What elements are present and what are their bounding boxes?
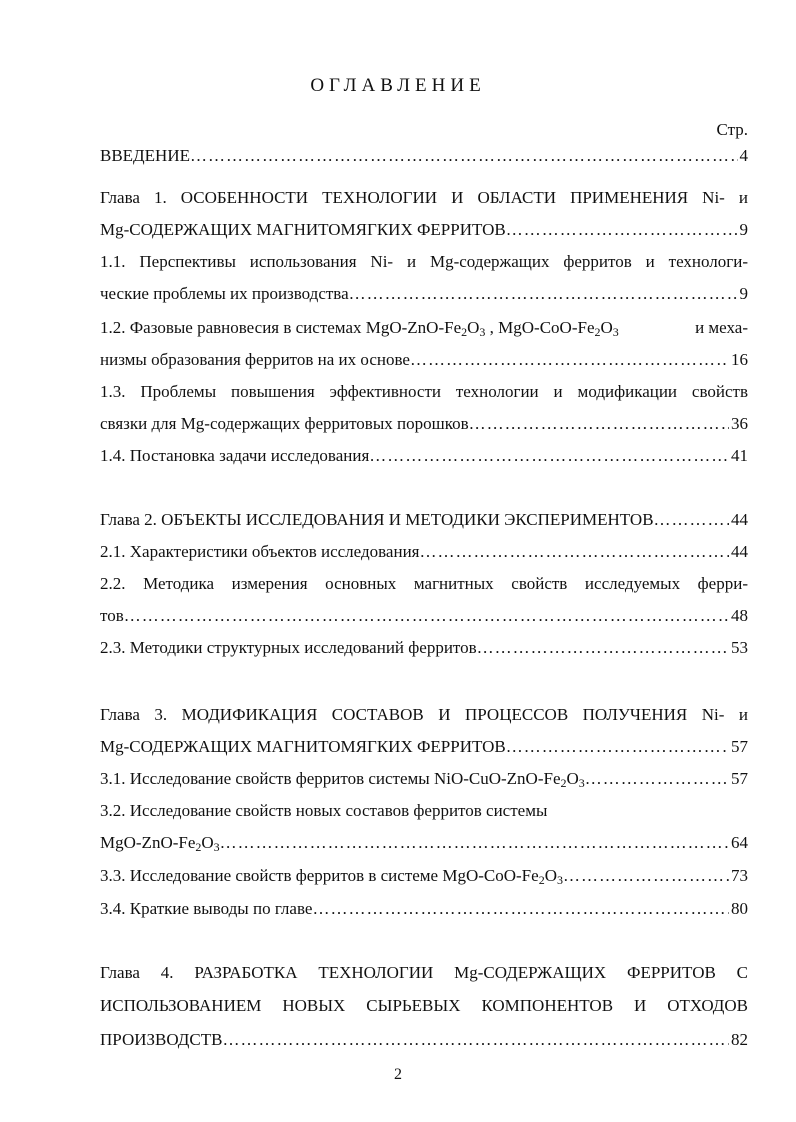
dot-leader [420, 542, 730, 562]
toc-entry-chapter-4-line2[interactable] [100, 996, 748, 1016]
dot-leader [506, 737, 729, 757]
toc-entry-3-2[interactable] [100, 801, 748, 821]
subscript: 2 [560, 776, 567, 790]
toc-entry-text: ВВЕДЕНИЕ [100, 146, 190, 165]
subscript: 2 [538, 873, 545, 887]
toc-page-number: 44 [731, 542, 748, 561]
toc-entry-text: 1.2. Фазовые равновесия в системах MgO-ZnO-Fe [100, 318, 462, 337]
toc-page-number: 64 [731, 833, 748, 852]
toc-entry-intro[interactable] [100, 146, 748, 166]
page-title: ОГЛАВЛЕНИЕ [310, 75, 486, 96]
toc-entry-3-4[interactable] [100, 899, 748, 919]
toc-page-number: 16 [731, 350, 748, 369]
toc-page-number: 57 [731, 769, 748, 788]
toc-entry-text: ческие проблемы их производства [100, 284, 349, 303]
page-number: 2 [394, 1066, 402, 1083]
subscript: 2 [195, 840, 202, 854]
toc-page-number: 80 [731, 899, 748, 918]
toc-page-number: 82 [731, 1030, 748, 1049]
subscript: 3 [556, 873, 563, 887]
toc-page-number: 36 [731, 414, 748, 433]
toc-entry-text: O [544, 866, 557, 885]
toc-page-number: 9 [739, 284, 748, 303]
toc-page-number: 57 [731, 737, 748, 756]
toc-entry-1-3-cont[interactable] [100, 414, 748, 434]
toc-entry-text: 1.3. Проблемы повышения эффективности технологии и модификации свойств [100, 382, 748, 401]
toc-entry-text: ПРОИЗВОДСТВ [100, 1030, 223, 1049]
toc-entry-text: 3.2. Исследование свойств новых составов ферритов системы [100, 801, 548, 820]
toc-entry-3-2-cont[interactable] [100, 833, 748, 857]
toc-entry-3-3[interactable] [100, 866, 748, 890]
dot-leader [190, 146, 738, 166]
toc-entry-1-4[interactable] [100, 446, 748, 466]
dot-leader [477, 638, 729, 658]
toc-entry-text: Глава 4. РАЗРАБОТКА ТЕХНОЛОГИИ Mg-СОДЕРЖАЩИХ ФЕРРИТОВ С [100, 963, 748, 982]
toc-entry-chapter-3[interactable] [100, 705, 748, 725]
dot-leader [410, 350, 729, 370]
toc-entry-text: O [600, 318, 613, 337]
subscript: 3 [479, 325, 486, 339]
toc-entry-1-3[interactable] [100, 382, 748, 402]
subscript: 2 [594, 325, 601, 339]
toc-entry-chapter-2[interactable] [100, 510, 748, 530]
toc-entry-text: связки для Mg-содержащих ферритовых порошков [100, 414, 469, 433]
toc-page-number: 9 [739, 220, 748, 239]
toc-entry-1-1-cont[interactable] [100, 284, 748, 304]
dot-leader [349, 284, 738, 304]
toc-entry-chapter-4[interactable] [100, 963, 748, 983]
dot-leader [220, 833, 729, 853]
dot-leader [585, 769, 729, 789]
toc-entry-text: Mg-СОДЕРЖАЩИХ МАГНИТОМЯГКИХ ФЕРРИТОВ [100, 737, 506, 756]
toc-entry-2-3[interactable] [100, 638, 748, 658]
dot-leader [469, 414, 729, 434]
toc-entry-text: MgO-ZnO-Fe [100, 833, 196, 852]
toc-entry-text: O [467, 318, 480, 337]
toc-entry-text: Mg-СОДЕРЖАЩИХ МАГНИТОМЯГКИХ ФЕРРИТОВ [100, 220, 506, 239]
toc-entry-text: 1.1. Перспективы использования Ni- и Mg-содержащих ферритов и технологи- [100, 252, 748, 271]
subscript: 2 [461, 325, 468, 339]
page-column-label: Стр. [716, 120, 748, 139]
toc-entry-text: Глава 3. МОДИФИКАЦИЯ СОСТАВОВ И ПРОЦЕССОВ ПОЛУЧЕНИЯ Ni- и [100, 705, 748, 724]
toc-page-number: 73 [731, 866, 748, 885]
toc-entry-chapter-1[interactable] [100, 188, 748, 208]
toc-page-number: 4 [739, 146, 748, 165]
dot-leader [222, 1030, 729, 1050]
dot-leader [124, 606, 729, 626]
toc-entry-text: 2.3. Методики структурных исследований ферритов [100, 638, 477, 657]
toc-entry-3-1[interactable] [100, 769, 748, 793]
toc-entry-text: и меха- [695, 318, 748, 337]
toc-entry-text: 2.1. Характеристики объектов исследования [100, 542, 420, 561]
toc-entry-text: 1.4. Постановка задачи исследования [100, 446, 370, 465]
toc-entry-text: ИСПОЛЬЗОВАНИЕМ НОВЫХ СЫРЬЕВЫХ КОМПОНЕНТОВ И ОТХОДОВ [100, 996, 748, 1015]
toc-page-number: 44 [731, 510, 748, 529]
toc-entry-2-1[interactable] [100, 542, 748, 562]
toc-entry-text: 3.1. Исследование свойств ферритов системы NiO-CuO-ZnO-Fe [100, 769, 561, 788]
dot-leader [563, 866, 729, 886]
toc-entry-text: тов [100, 606, 124, 625]
toc-entry-2-2[interactable] [100, 574, 748, 594]
toc-entry-1-2[interactable] [100, 318, 748, 342]
toc-entry-chapter-3-cont[interactable] [100, 737, 748, 757]
toc-page-number: 41 [731, 446, 748, 465]
toc-entry-1-1[interactable] [100, 252, 748, 272]
toc-entry-text: Глава 2. ОБЪЕКТЫ ИССЛЕДОВАНИЯ И МЕТОДИКИ ЭКСПЕРИМЕНТОВ [100, 510, 654, 529]
dot-leader [654, 510, 729, 530]
dot-leader [369, 446, 729, 466]
toc-page-number: 53 [731, 638, 748, 657]
toc-entry-text: 3.3. Исследование свойств ферритов в системе MgO-CoO-Fe [100, 866, 539, 885]
dot-leader [506, 220, 738, 240]
toc-entry-text: O [201, 833, 214, 852]
toc-entry-text: 3.4. Краткие выводы по главе [100, 899, 313, 918]
toc-entry-text: O [566, 769, 579, 788]
toc-entry-text: 2.2. Методика измерения основных магнитных свойств исследуемых ферри- [100, 574, 748, 593]
toc-page-number: 48 [731, 606, 748, 625]
subscript: 3 [578, 776, 585, 790]
toc-entry-chapter-1-cont[interactable] [100, 220, 748, 240]
dot-leader [312, 899, 729, 919]
subscript: 3 [213, 840, 220, 854]
toc-entry-text: , MgO-CoO-Fe [485, 318, 595, 337]
subscript: 3 [612, 325, 619, 339]
toc-entry-chapter-4-cont[interactable] [100, 1030, 748, 1050]
toc-entry-text: Глава 1. ОСОБЕННОСТИ ТЕХНОЛОГИИ И ОБЛАСТИ ПРИМЕНЕНИЯ Ni- и [100, 188, 748, 207]
toc-entry-1-2-cont[interactable] [100, 350, 748, 370]
toc-entry-text: низмы образования ферритов на их основе [100, 350, 410, 369]
toc-entry-2-2-cont[interactable] [100, 606, 748, 626]
